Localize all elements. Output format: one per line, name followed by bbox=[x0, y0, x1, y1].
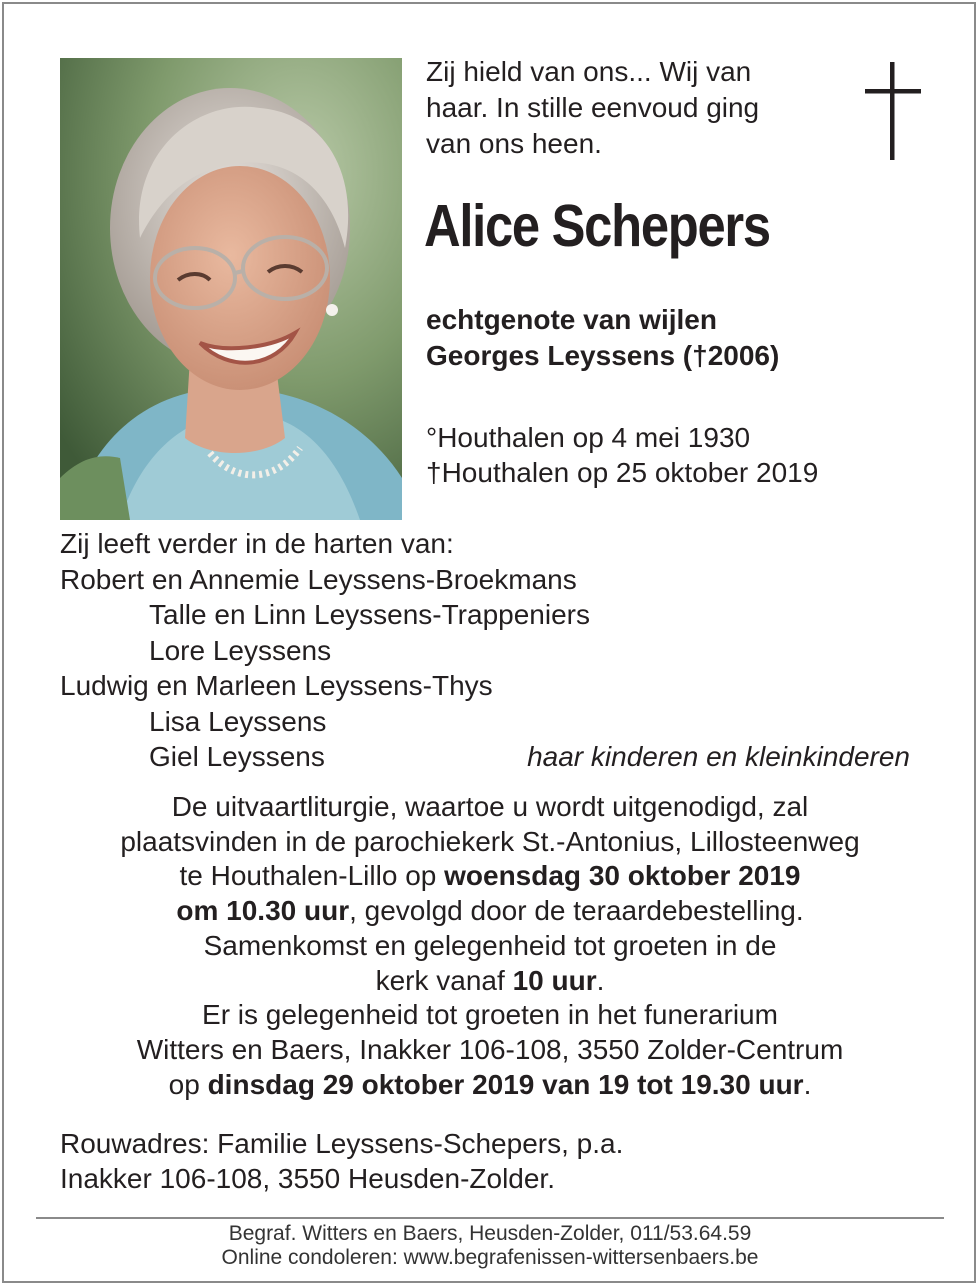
cross-icon bbox=[862, 62, 922, 160]
portrait-image bbox=[60, 58, 402, 520]
family-member: Lore Leyssens bbox=[149, 634, 332, 666]
mourning-address bbox=[60, 1126, 623, 1196]
ceremony-line: De uitvaartliturgie, waartoe u wordt uitgenodigd, zal bbox=[171, 791, 809, 822]
intro-line: van ons heen. bbox=[426, 128, 602, 159]
ceremony-date: woensdag 30 oktober 2019 bbox=[444, 860, 801, 892]
spouse-line: echtgenote van wijlen bbox=[426, 304, 717, 335]
family-list bbox=[60, 526, 920, 775]
spouse-line: Georges Leyssens (†2006) bbox=[426, 340, 780, 371]
ceremony-line: Witters en Baers, Inakker 106-108, 3550 Zolder-Centrum bbox=[136, 1033, 844, 1065]
ceremony-text: . bbox=[803, 1068, 812, 1100]
family-member: Giel Leyssens bbox=[149, 741, 325, 772]
ceremony-text: . bbox=[596, 964, 605, 996]
deceased-name: Alice Schepers bbox=[424, 193, 770, 259]
birth-date: °Houthalen op 4 mei 1930 bbox=[426, 422, 751, 453]
ceremony-line bbox=[40, 894, 940, 929]
portrait-photo bbox=[60, 58, 402, 520]
footer bbox=[36, 1222, 944, 1270]
family-member-row bbox=[60, 739, 920, 775]
ceremony-line: Samenkomst en gelegenheid tot groeten in de bbox=[203, 929, 777, 961]
address-line: Rouwadres: Familie Leyssens-Schepers, p.a. bbox=[60, 1128, 624, 1159]
funeral-home-contact: Begraf. Witters en Baers, Heusden-Zolder, 011/53.64.59 bbox=[228, 1222, 752, 1245]
ceremony-info bbox=[40, 790, 940, 1102]
intro-line: Zij hield van ons... Wij van bbox=[426, 56, 752, 87]
ceremony-line bbox=[40, 859, 940, 894]
address-line: Inakker 106-108, 3550 Heusden-Zolder. bbox=[60, 1163, 555, 1194]
spouse-info bbox=[426, 302, 779, 374]
family-role: haar kinderen en kleinkinderen bbox=[527, 741, 910, 772]
ceremony-line bbox=[40, 1068, 940, 1103]
ceremony-line: plaatsvinden in de parochiekerk St.-Antonius, Lillosteenweg bbox=[120, 825, 860, 857]
intro-verse bbox=[426, 54, 826, 162]
ceremony-text: op bbox=[168, 1068, 208, 1100]
family-member: Robert en Annemie Leyssens-Broekmans bbox=[60, 563, 577, 595]
ceremony-line bbox=[40, 964, 940, 999]
ceremony-text: te Houthalen-Lillo op bbox=[179, 860, 445, 892]
family-member: Talle en Linn Leyssens-Trappeniers bbox=[149, 599, 590, 630]
ceremony-time: om 10.30 uur bbox=[176, 895, 350, 927]
gathering-time: 10 uur bbox=[512, 964, 597, 996]
intro-line: haar. In stille eenvoud ging bbox=[426, 92, 760, 123]
life-dates bbox=[426, 420, 818, 490]
death-date: †Houthalen op 25 oktober 2019 bbox=[426, 457, 819, 488]
family-member: Lisa Leyssens bbox=[149, 705, 327, 737]
family-member: Ludwig en Marleen Leyssens-Thys bbox=[60, 670, 493, 701]
ceremony-text: , gevolgd door de teraardebestelling. bbox=[349, 895, 804, 927]
footer-divider bbox=[36, 1217, 944, 1219]
visitation-time: dinsdag 29 oktober 2019 van 19 tot 19.30 uur bbox=[207, 1068, 804, 1100]
ceremony-text: kerk vanaf bbox=[375, 964, 513, 996]
family-heading: Zij leeft verder in de harten van: bbox=[60, 528, 454, 559]
ceremony-line: Er is gelegenheid tot groeten in het funerarium bbox=[202, 999, 778, 1031]
condolence-link[interactable]: Online condoleren: www.begrafenissen-wittersenbaers.be bbox=[221, 1246, 759, 1269]
